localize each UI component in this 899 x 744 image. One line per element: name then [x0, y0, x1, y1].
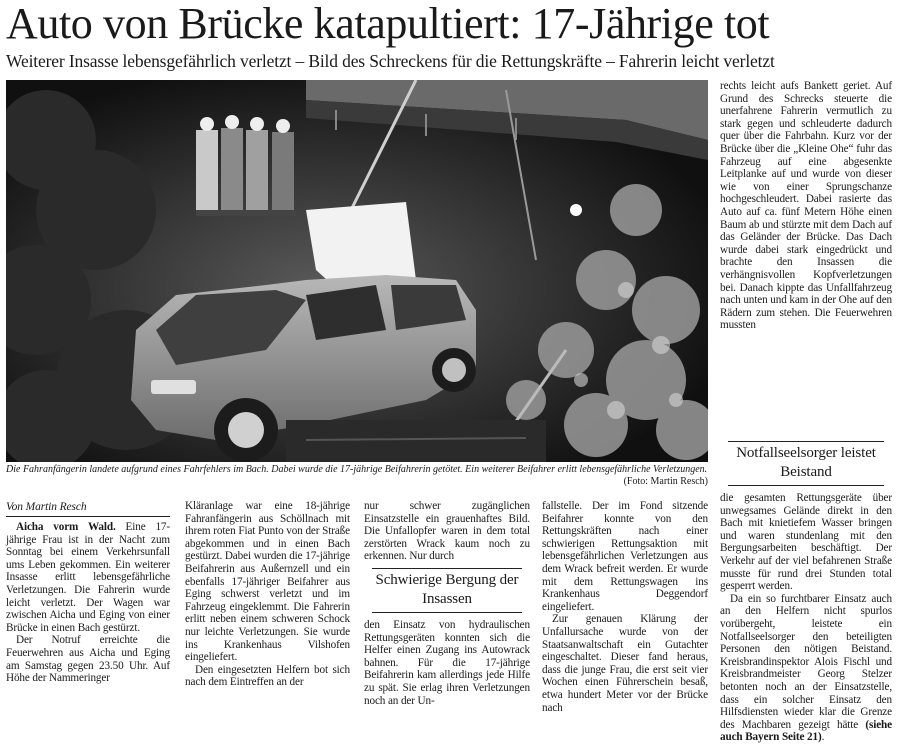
- photo-credit: (Foto: Martin Resch): [623, 476, 708, 487]
- paragraph-text: Da ein so furchtbarer Einsatz auch an den Helfern nicht spurlos vorübergeht, leistete ein Notfallseelsorger den beteiligten Personen den nötigen Beistand. Kreisbrandinspektor Alois Fischl und Kreisbrandmeister Georg Stelzer betonten noch an der Einsatzstelle, dass ein solcher Einsatz den Hilfsdiensten wieder klar die Grenze des Machbaren gezeigt hätte: [720, 592, 892, 731]
- article-column-3: [364, 500, 530, 707]
- paragraph: die gesamten Rettungsgeräte über unwegsames Gelände direkt in den Bach mit knietiefem Wasser bringen und waren stundenlang mit den Bergungsarbeiten beschäftigt. Der Verkehr auf der viel befahrenen Straße musste für rund drei Stunden total gesperrt werden.: [720, 492, 892, 593]
- dateline: Aicha vorm Wald.: [16, 521, 116, 533]
- cross-reference: (siehe auch Bayern Seite 21): [720, 718, 892, 744]
- paragraph: Kläranlage war eine 18-jährige Fahranfängerin aus Schöllnach mit ihrem roten Fiat Punto von der Straße abgekommen und in einen Bach gestürzt. Dabei wurden die 17-jährige Beifahrerin aus Außernzell und ein ebenfalls 17-jähriger Beifahrer aus Eging schwerst verletzt und im Fahrzeug eingeklemmt. Die Fahrerin erlitt neben einem schweren Schock nur leichte Verletzungen. Sie wurde ins Krankenhaus Vilshofen eingeliefert.: [185, 500, 350, 664]
- caption-text: Die Fahranfängerin landete aufgrund eines Fahrfehlers im Bach. Dabei wurde die 17-jährige Beifahrerin getötet. Ein weiterer Beifahrer erlitt lebensgefährliche Verletzungen.: [6, 464, 708, 475]
- article-column-2: [185, 500, 350, 689]
- paragraph: Den eingesetzten Helfern bot sich nach dem Eintreffen an der: [185, 663, 350, 689]
- photo-caption: [6, 464, 708, 488]
- subheading: Schwierige Bergung der Insassen: [372, 568, 522, 613]
- paragraph: Der Notruf erreichte die Feuerwehren aus Aicha und Eging am Samstag gegen 23.50 Uhr. Auf Höhe der Nammeringer: [6, 634, 170, 685]
- article-column-5-lower: [720, 436, 892, 744]
- byline: Von Martin Resch: [6, 500, 170, 517]
- article-column-5: [720, 80, 892, 332]
- paragraph: [6, 521, 170, 634]
- accident-photo: [6, 80, 708, 462]
- paragraph-end: .: [821, 731, 825, 744]
- article-column-4: [542, 500, 708, 714]
- paragraph-text: Eine 17-jährige Frau ist in der Nacht zum Sonntag bei einem Verkehrsunfall ums Leben gekommen. Ein weiterer Insasse erlitt lebensgefährliche Verletzungen. Die Fahrerin wurde leicht verletzt. Der Wagen war zwischen Aicha und Eging von einer Brücke in einen Bach gestürzt.: [6, 521, 170, 634]
- paragraph: nur schwer zugänglichen Einsatzstelle ein grauenhaftes Bild. Die Unfallopfer waren in dem total zerstörten Wrack kaum noch zu erkennen. Nur durch: [364, 500, 530, 563]
- subheading: Notfallseelsorger leistet Beistand: [728, 441, 884, 486]
- subline: Weiterer Insasse lebensgefährlich verletzt – Bild des Schreckens für die Rettungskräfte – Fahrerin leicht verletzt: [6, 51, 775, 71]
- paragraph: rechts leicht aufs Bankett geriet. Auf Grund des Schrecks steuerte die unerfahrene Fahrerin vermutlich zu stark gegen und schleuderte dadurch quer über die Fahrbahn. Kurz vor der Brücke über die „Kleine Ohe“ fuhr das Fahrzeug auf eine abgesenkte Leitplanke auf und wurde von dieser wie von einer Sprungschanze hochgeschleudert. Dabei rasierte das Auto auf ca. fünf Metern Höhe einen Baum ab und stürzte mit dem Dach auf das Geländer der Brücke. Das Dach wurde dabei stark eingedrückt und brachte den Insassen die verhängnisvollen Kopfverletzungen bei. Danach kippte das Unfallfahrzeug nach unten und kam in der Ohe auf den Rädern zum stehen. Die Feuerwehren mussten: [720, 80, 893, 332]
- paragraph: fallstelle. Der im Fond sitzende Beifahrer konnte von den Rettungskräften nach einer schwierigen Rettungsaktion mit lebensgefährlichen Verletzungen aus dem Wrack befreit werden. Er wurde mit dem Rettungswagen ins Krankenhaus Deggendorf eingeliefert.: [542, 500, 708, 613]
- paragraph: [720, 593, 892, 744]
- paragraph: den Einsatz von hydraulischen Rettungsgeräten konnten sich die Helfer einen Zugang ins Autowrack bahnen. Für die 17-jährige Beifahrerin kam allerdings jede Hilfe zu spät. Sie erlag ihren Verletzungen noch an der Un-: [364, 618, 530, 707]
- paragraph: Zur genauen Klärung der Unfallursache wurde von der Staatsanwaltschaft ein Gutachter eingeschaltet. Dieser fand heraus, dass die junge Frau, die erst seit vier Wochen einen Führerschein besaß, etwa hundert Meter vor der Brücke nach: [542, 613, 708, 714]
- headline: Auto von Brücke katapultiert: 17-Jährige tot: [6, 0, 770, 48]
- article-column-1: [6, 500, 170, 685]
